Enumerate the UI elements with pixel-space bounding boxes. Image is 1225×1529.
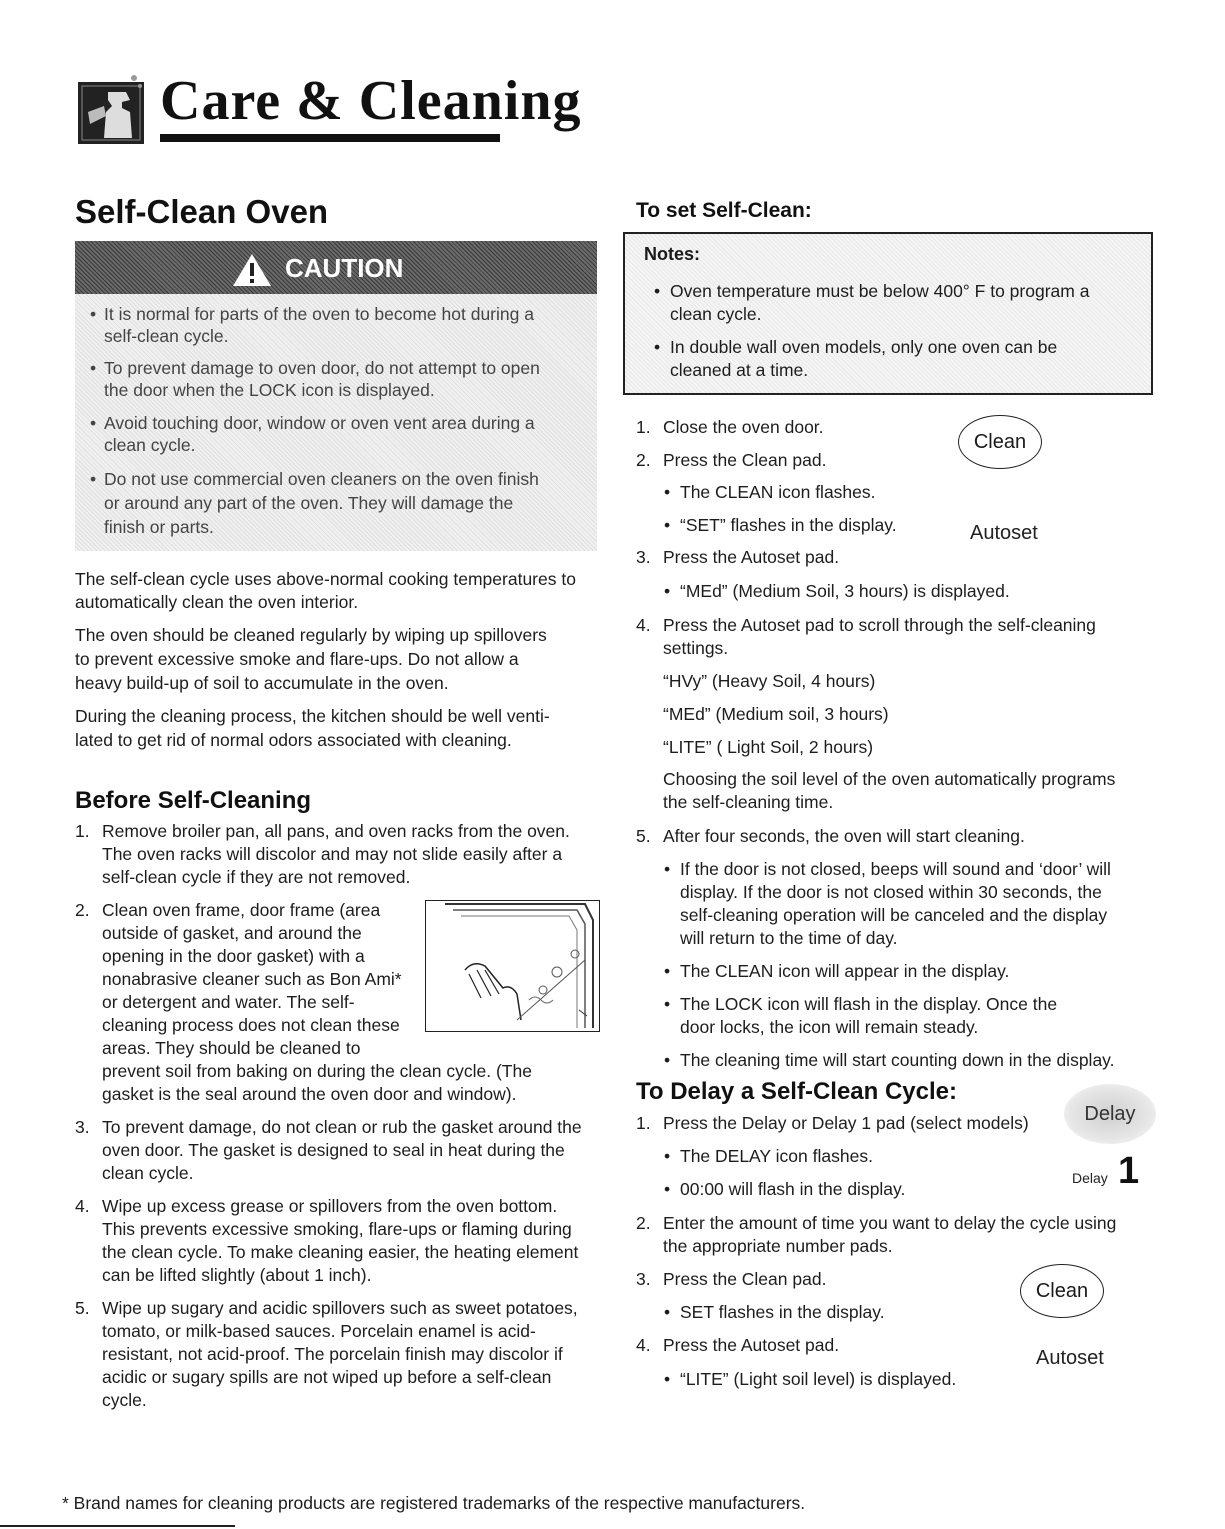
list-text: The oven racks will discolor and may not slide easily after a [102,844,563,864]
list-text: prevent soil from baking on during the clean cycle. (The [102,1061,532,1081]
step-text: the self-cleaning time. [663,792,834,812]
step-text: “LITE” ( Light Soil, 2 hours) [663,737,874,757]
autoset-pad[interactable]: Autoset [970,522,1038,544]
list-text: This prevents excessive smoking, flare-ups or flaming during [102,1219,572,1239]
caution-item-cont: or around any part of the oven. They will damage the [104,493,514,513]
step-text: Close the oven door. [663,417,824,437]
step-bullet: • If the door is not closed, beeps will sound and ‘door’ will [664,859,1111,879]
step-text: settings. [663,638,729,658]
step-number: 3. [636,1269,651,1289]
list-text: areas. They should be cleaned to [102,1038,361,1058]
list-text: clean cycle. [102,1163,194,1183]
list-text: To prevent damage, do not clean or rub the gasket around the [102,1117,582,1137]
oven-gasket-illustration [425,900,600,1032]
list-text: Wipe up sugary and acidic spillovers such as sweet potatoes, [102,1298,578,1318]
step-number: 1. [636,1113,651,1133]
self-clean-oven-heading: Self-Clean Oven [75,193,329,230]
step-text: door locks, the icon will remain steady. [680,1017,979,1037]
intro-text: to prevent excessive smoke and flare-ups. Do not allow a [75,649,519,669]
autoset-pad[interactable]: Autoset [1036,1347,1104,1369]
delay1-pad-label[interactable]: Delay [1072,1170,1108,1186]
delay-self-clean-heading: To Delay a Self-Clean Cycle: [636,1078,957,1105]
step-bullet: • “SET” flashes in the display. [664,515,897,535]
step-text: “HVy” (Heavy Soil, 4 hours) [663,671,876,691]
clean-pad[interactable]: Clean [1020,1264,1104,1318]
step-text: Press the Autoset pad. [663,1335,840,1355]
note-item: • Oven temperature must be below 400° F to program a [654,281,1090,301]
step-number: 2. [636,450,651,470]
caution-item: • Avoid touching door, window or oven vent area during a [90,413,535,433]
step-bullet: • The DELAY icon flashes. [664,1146,873,1166]
step-text: Press the Clean pad. [663,450,827,470]
list-text: can be lifted slightly (about 1 inch). [102,1265,372,1285]
caution-item: • Do not use commercial oven cleaners on the oven finish [90,469,539,489]
set-self-clean-heading: To set Self-Clean: [636,199,812,222]
step-text: the appropriate number pads. [663,1236,893,1256]
step-bullet: • The CLEAN icon will appear in the display. [664,961,1010,981]
list-text: the clean cycle. To make cleaning easier, the heating element [102,1242,579,1262]
note-item-cont: cleaned at a time. [670,360,809,380]
list-text: gasket is the seal around the oven door and window). [102,1084,517,1104]
step-number: 5. [636,826,651,846]
list-number: 4. [75,1196,90,1216]
list-text: cycle. [102,1390,147,1410]
list-text: tomato, or milk-based sauces. Porcelain enamel is acid- [102,1321,536,1341]
step-number: 1. [636,417,651,437]
step-bullet: • The LOCK icon will flash in the display. Once the [664,994,1058,1014]
step-text: self-cleaning operation will be canceled and the display [680,905,1108,925]
note-item: • In double wall oven models, only one oven can be [654,337,1058,357]
delay-pad[interactable]: Delay [1064,1084,1156,1144]
list-text: self-clean cycle if they are not removed. [102,867,411,887]
step-number: 3. [636,547,651,567]
step-bullet: • The CLEAN icon flashes. [664,482,876,502]
caution-item: • It is normal for parts of the oven to become hot during a [90,304,534,324]
list-text: Clean oven frame, door frame (area [102,900,381,920]
list-text: Remove broiler pan, all pans, and oven racks from the oven. [102,821,570,841]
list-text: Wipe up excess grease or spillovers from the oven bottom. [102,1196,558,1216]
delay1-pad-digit[interactable]: 1 [1118,1150,1140,1192]
step-text: Choosing the soil level of the oven automatically programs [663,769,1116,789]
step-text: Press the Autoset pad. [663,547,840,567]
step-number: 4. [636,615,651,635]
notes-label: Notes: [644,244,701,264]
step-number: 2. [636,1213,651,1233]
step-bullet: • “MEd” (Medium Soil, 3 hours) is displayed. [664,581,1010,601]
caution-item-cont: the door when the LOCK icon is displayed. [104,380,435,400]
clean-pad[interactable]: Clean [958,415,1042,469]
caution-item-cont: finish or parts. [104,517,214,537]
caution-item: • To prevent damage to oven door, do not attempt to open [90,358,540,378]
step-text: “MEd” (Medium soil, 3 hours) [663,704,889,724]
step-number: 4. [636,1335,651,1355]
caution-item-cont: clean cycle. [104,435,196,455]
intro-text: automatically clean the oven interior. [75,592,359,612]
step-text: Enter the amount of time you want to delay the cycle using [663,1213,1117,1233]
footer-rule [0,1525,235,1527]
list-number: 2. [75,900,90,920]
list-text: outside of gasket, and around the [102,923,362,943]
list-number: 1. [75,821,90,841]
step-text: Press the Autoset pad to scroll through the self-cleaning [663,615,1096,635]
list-number: 5. [75,1298,90,1318]
intro-text: heavy build-up of soil to accumulate in the oven. [75,673,449,693]
step-text: Press the Delay or Delay 1 pad (select models) [663,1113,1029,1133]
list-text: acidic or sugary spills are not wiped up before a self-clean [102,1367,552,1387]
step-text: display. If the door is not closed within 30 seconds, the [680,882,1102,902]
list-text: nonabrasive cleaner such as Bon Ami* [102,969,402,989]
step-text: will return to the time of day. [680,928,898,948]
title-underline [160,134,500,142]
step-bullet: • The cleaning time will start counting down in the display. [664,1050,1115,1070]
step-text: Press the Clean pad. [663,1269,827,1289]
list-text: cleaning process does not clean these [102,1015,400,1035]
list-text: resistant, not acid-proof. The porcelain finish may discolor if [102,1344,563,1364]
footer-note: * Brand names for cleaning products are registered trademarks of the respective manufacturers. [62,1493,806,1513]
list-text: or detergent and water. The self- [102,992,355,1012]
note-item-cont: clean cycle. [670,304,762,324]
caution-item-cont: self-clean cycle. [104,326,229,346]
step-text: After four seconds, the oven will start cleaning. [663,826,1025,846]
step-bullet: • “LITE” (Light soil level) is displayed. [664,1369,957,1389]
list-text: oven door. The gasket is designed to seal in heat during the [102,1140,565,1160]
intro-text: The self-clean cycle uses above-normal cooking temperatures to [75,569,576,589]
step-bullet: • SET flashes in the display. [664,1302,885,1322]
list-text: opening in the door gasket) with a [102,946,365,966]
warning-triangle-icon [232,253,272,287]
spray-bottle-icon [78,72,148,147]
intro-text: During the cleaning process, the kitchen should be well venti- [75,706,550,726]
caution-label: CAUTION [285,253,404,283]
before-self-cleaning-heading: Before Self-Cleaning [75,787,312,814]
list-number: 3. [75,1117,90,1137]
step-bullet: • 00:00 will flash in the display. [664,1179,906,1199]
intro-text: The oven should be cleaned regularly by wiping up spillovers [75,625,547,645]
page-section-title: Care & Cleaning [160,70,582,132]
intro-text: lated to get rid of normal odors associated with cleaning. [75,730,512,750]
